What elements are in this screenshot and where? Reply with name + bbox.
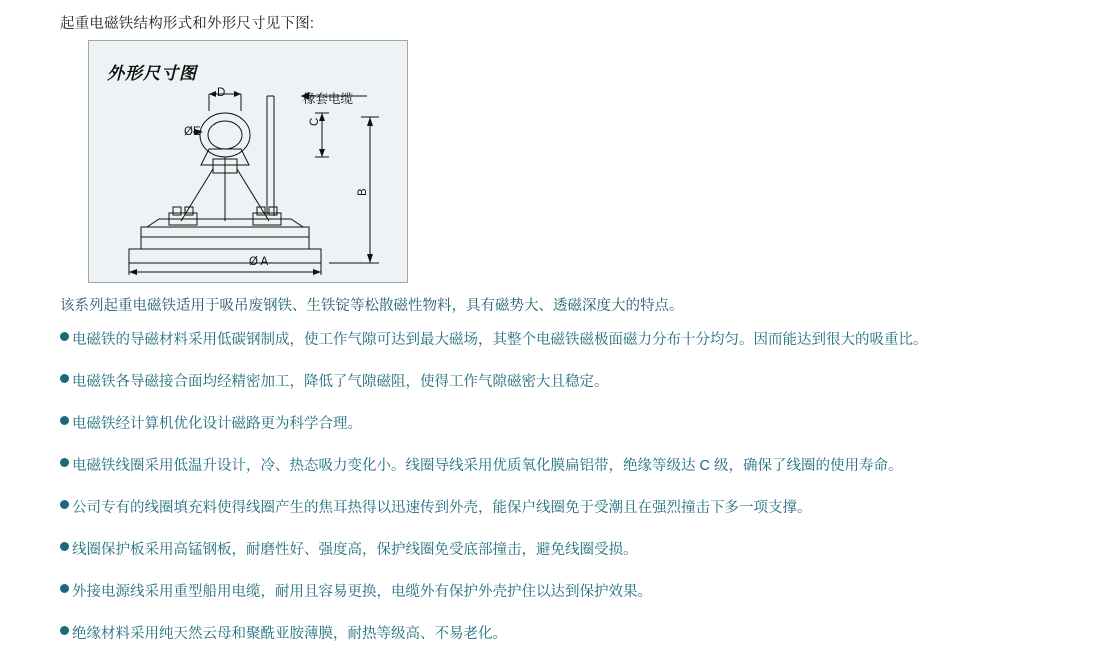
intro-paragraph: 起重电磁铁结构形式和外形尺寸见下图: — [60, 16, 315, 32]
feature-item — [60, 328, 928, 349]
label-d: D — [217, 87, 226, 99]
feature-text: 公司专有的线圈填充料使得线圈产生的焦耳热得以迅速传到外壳，能保户线圈免于受潮且在强烈撞击下多一项支撑。 — [72, 500, 812, 516]
bullet-icon — [60, 458, 69, 467]
bullet-icon — [60, 416, 69, 425]
label-e: ØE — [184, 126, 201, 138]
series-description: 该系列起重电磁铁适用于吸吊废钢铁、生铁锭等松散磁性物料，具有磁势大、透磁深度大的特点。 — [60, 298, 684, 314]
feature-text: 电磁铁经计算机优化设计磁路更为科学合理。 — [72, 416, 362, 432]
feature-text: 外接电源线采用重型船用电缆，耐用且容易更换，电缆外有保护外壳护住以达到保护效果。 — [72, 584, 652, 600]
feature-item — [60, 412, 362, 433]
feature-item — [60, 370, 609, 391]
bullet-icon — [60, 332, 69, 341]
bullet-icon — [60, 374, 69, 383]
feature-item — [60, 496, 812, 517]
feature-item — [60, 538, 638, 559]
bullet-icon — [60, 500, 69, 509]
label-cable: 橡套电缆 — [303, 92, 354, 106]
bullet-icon — [60, 542, 69, 551]
feature-text: 线圈保护板采用高锰钢板，耐磨性好、强度高，保护线圈免受底部撞击，避免线圈受损。 — [72, 542, 638, 558]
dimension-figure — [88, 40, 408, 283]
label-b: B — [357, 188, 369, 196]
bullet-icon — [60, 626, 69, 635]
feature-item — [60, 454, 903, 475]
feature-text: 电磁铁的导磁材料采用低碳钢制成，使工作气隙可达到最大磁场，其整个电磁铁磁极面磁力分布十分均匀。因而能达到很大的吸重比。 — [72, 332, 928, 348]
feature-text: 绝缘材料采用纯天然云母和聚酰亚胺薄膜，耐热等级高、不易老化。 — [72, 626, 507, 642]
feature-text: 电磁铁各导磁接合面均经精密加工，降低了气隙磁阻，使得工作气隙磁密大且稳定。 — [72, 374, 609, 390]
magnet-outline-drawing — [89, 41, 407, 282]
bullet-icon — [60, 584, 69, 593]
label-c: C — [309, 117, 321, 126]
label-a: Ø A — [249, 256, 269, 268]
figure-title: 外形尺寸图 — [107, 64, 197, 83]
feature-text: 电磁铁线圈采用低温升设计，冷、热态吸力变化小。线圈导线采用优质氧化膜扁铝带，绝缘等级达 C 级，确保了线圈的使用寿命。 — [72, 458, 903, 474]
feature-item — [60, 580, 652, 601]
feature-item — [60, 622, 507, 643]
